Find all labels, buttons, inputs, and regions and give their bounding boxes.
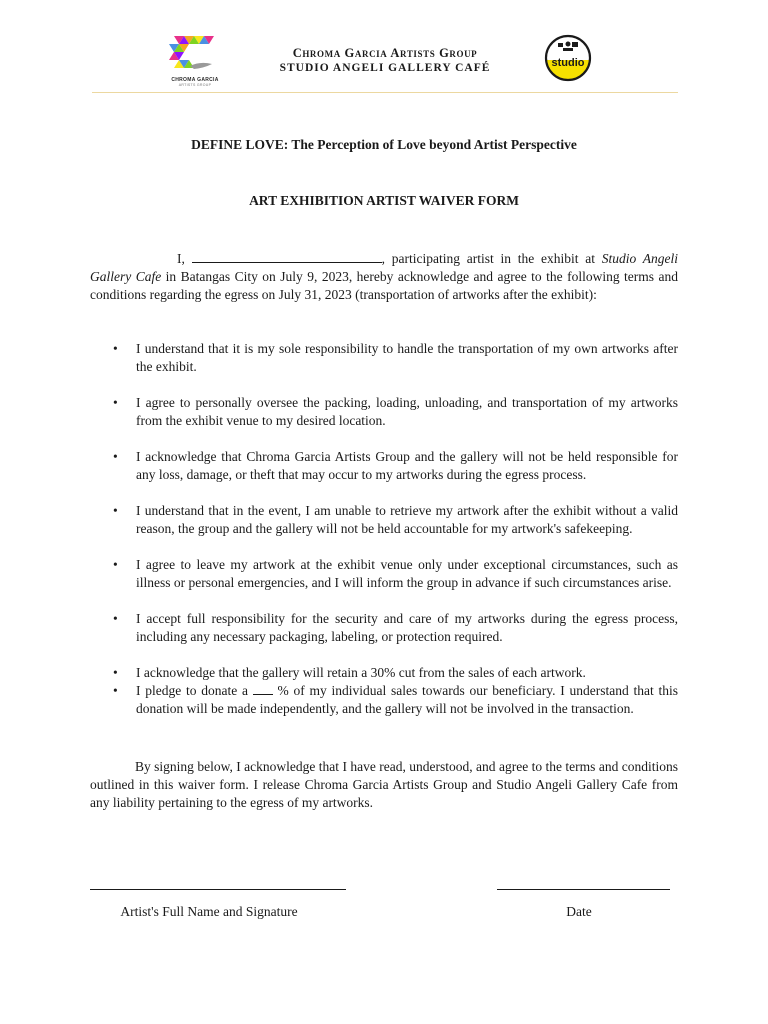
intro-pronoun: I, (177, 251, 185, 266)
bullet-icon: • (113, 683, 118, 698)
organization-name (240, 46, 530, 76)
list-item (113, 682, 678, 718)
studio-angeli-logo-icon (543, 33, 593, 83)
intro-text-1: , participating artist in the exhibit at (381, 251, 595, 266)
term-text: I acknowledge that Chroma Garcia Artists Group and the gallery will not be held responsible for any loss, damage, or theft that may occur to my artworks during the egress process. (136, 449, 678, 482)
bullet-icon: • (113, 341, 118, 356)
term-text: I acknowledge that the gallery will retain a 30% cut from the sales of each artwork. (136, 665, 586, 680)
list-item (113, 664, 678, 682)
pledge-text-1: I pledge to donate a (136, 683, 248, 698)
letterhead (0, 0, 768, 100)
header-divider (92, 92, 678, 93)
form-title: ART EXHIBITION ARTIST WAIVER FORM (249, 193, 519, 208)
chroma-garcia-logo-icon (160, 30, 230, 78)
bullet-icon: • (113, 395, 118, 410)
intro-paragraph (90, 249, 678, 304)
donation-percent-blank[interactable] (253, 682, 273, 695)
venue-name: Studio Angeli Gallery Cafe (90, 251, 679, 284)
list-item (113, 502, 678, 538)
term-text: I understand that it is my sole responsibility to handle the transportation of my own artworks after the exhibit. (136, 341, 678, 374)
list-item (113, 556, 678, 592)
bullet-icon: • (113, 449, 118, 464)
bullet-icon: • (113, 557, 118, 572)
studio-angeli-logo (543, 33, 593, 83)
list-item (113, 340, 678, 376)
closing-text: By signing below, I acknowledge that I have read, understood, and agree to the terms and conditions outlined in this waiver form. I release Chroma Garcia Artists Group and Studio Angeli Gallery Cafe from any liability pertaining to the egress of my artworks. (90, 759, 678, 810)
list-item (113, 610, 678, 646)
list-item (113, 448, 678, 484)
org-name-line1: Chroma Garcia Artists Group (292, 46, 478, 60)
term-text: I agree to personally oversee the packing, loading, unloading, and transportation of my artworks from the exhibit venue to my desired location. (136, 395, 678, 428)
signature-label: Artist's Full Name and Signature (120, 904, 298, 919)
bullet-icon: • (113, 611, 118, 626)
pledge-text-2: % of my individual sales towards our beneficiary. I understand that this donation will be made independently, and the gallery will not be involved in the transaction. (136, 683, 679, 716)
term-text: I agree to leave my artwork at the exhibit venue only under exceptional circumstances, such as illness or personal emergencies, and I will inform the group in advance if such circumstances arise. (136, 557, 678, 590)
org-name-line2: STUDIO ANGELI GALLERY CAFÉ (279, 62, 491, 74)
chroma-garcia-logo-caption: CHROMA GARCIA ARTISTS GROUP (171, 77, 219, 87)
chroma-garcia-logo (160, 30, 230, 90)
date-line[interactable] (497, 889, 670, 890)
date-label: Date (566, 904, 592, 919)
term-text: I understand that in the event, I am unable to retrieve my artwork after the exhibit without a valid reason, the group and the gallery will not be held accountable for my artwork's safekeeping. (136, 503, 678, 536)
term-text: I accept full responsibility for the security and care of my artworks during the egress process, including any necessary packaging, labeling, or protection required. (136, 611, 678, 644)
closing-paragraph (90, 758, 678, 812)
pledge-text (136, 682, 678, 718)
bullet-icon: • (113, 503, 118, 518)
artist-name-blank[interactable] (192, 249, 382, 263)
event-title: DEFINE LOVE: The Perception of Love beyond Artist Perspective (191, 137, 577, 152)
signature-line[interactable] (90, 889, 346, 890)
list-item (113, 394, 678, 430)
svg-text:studio: studio (551, 57, 585, 69)
intro-text-2: in Batangas City on July 9, 2023, hereby acknowledge and agree to the following terms and conditions regarding the egress on July 31, 2023 (transportation of artworks after the exhibit): (90, 269, 678, 302)
bullet-icon: • (113, 665, 118, 680)
